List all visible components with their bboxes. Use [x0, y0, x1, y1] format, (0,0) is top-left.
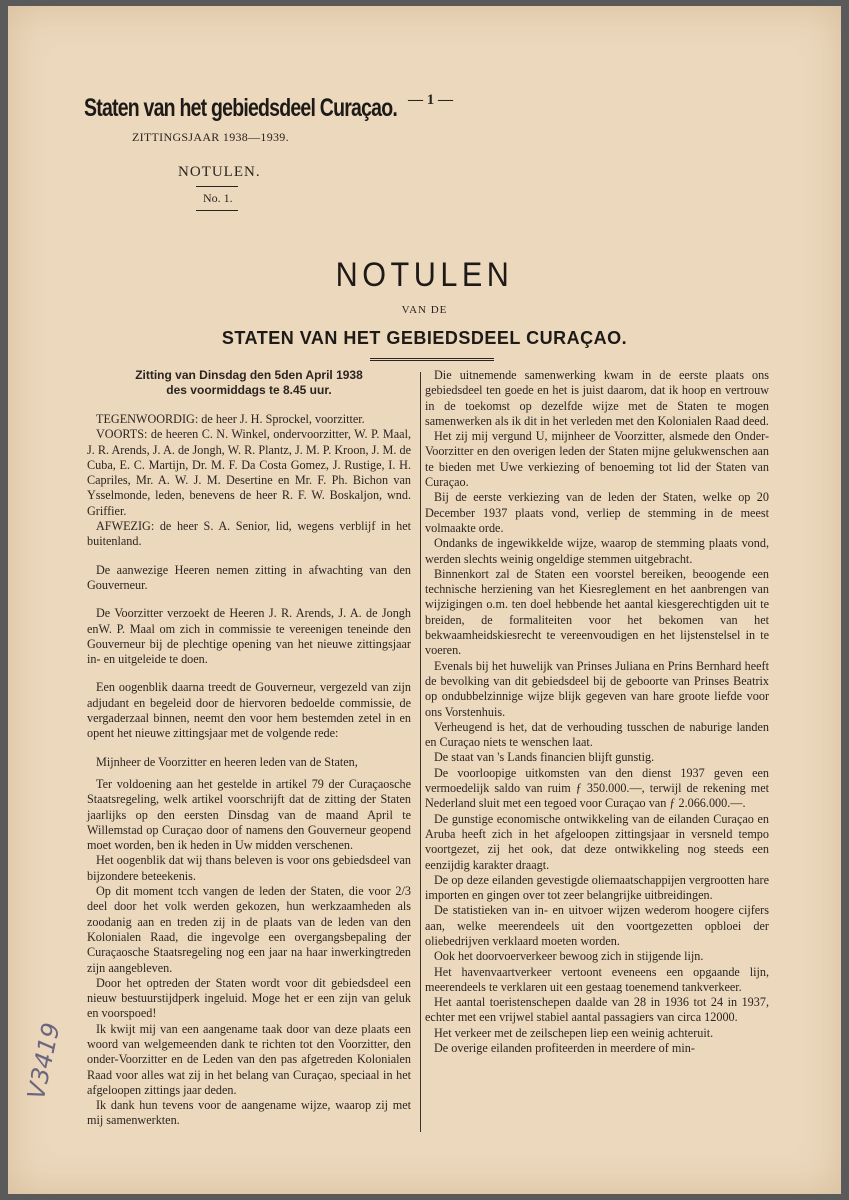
paragraph: Het aantal toeristenschepen daalde van 28 in 1936 tot 24 in 1937, echter met een vrijwel stabiel aantal passagiers van circa 12000.	[425, 995, 769, 1025]
paragraph: De aanwezige Heeren nemen zitting in afwachting van den Gouverneur.	[87, 562, 411, 592]
session-line: des voormiddags te 8.45 uur.	[166, 383, 332, 397]
session-line: Zitting van Dinsdag den 5den April 1938	[135, 368, 363, 382]
header-session-year: ZITTINGSJAAR 1938—1939.	[132, 130, 289, 144]
paragraph: De staat van 's Lands financien blijft gunstig.	[434, 750, 655, 765]
column-divider	[420, 372, 421, 1132]
session-heading	[87, 368, 411, 398]
paragraph: Bij de eerste verkiezing van de leden der Staten, welke op 20 December 1937 plaats vond, verliep de stemming in de meest volmaakte orde.	[425, 490, 769, 535]
paragraph: De gunstige economische ontwikkeling van de eilanden Curaçao en Aruba heeft zich in het afgeloopen zittingsjaar in versneld tempo voortgezet, zij het ook, dat deze ontwikkeling nog steeds een eenzijdig karakter draagt.	[425, 811, 769, 872]
paragraph: Ik dank hun tevens voor de aangename wijze, waarop zij met mij samenwerkten.	[87, 1098, 411, 1128]
paragraph: Verheugend is het, dat de verhouding tusschen de naburige landen en Curaçao niets te wenschen laat.	[425, 719, 769, 750]
document-title: NOTULEN	[335, 256, 514, 294]
paragraph: Mijnheer de Voorzitter en heeren leden van de Staten,	[96, 754, 358, 769]
paragraph: De voorloopige uitkomsten van den dienst 1937 geven een vermoedelijk saldo van ruim ƒ 350.000.—, terwijl de rekening met Nederland sluit met een tegoed voor Curaçao van ƒ 2.066.000.—.	[425, 765, 769, 811]
handwritten-annotation: V3419	[22, 1020, 66, 1102]
title-connector: VAN DE	[401, 304, 448, 316]
paragraph: De overige eilanden profiteerden in meerdere of min-	[434, 1041, 695, 1056]
subtitle-rule	[370, 358, 494, 361]
paragraph: De op deze eilanden gevestigde oliemaatschappijen vergrootten hare importen en gingen over tot zeer belangrijke uitbreidingen.	[425, 872, 769, 903]
paragraph: De statistieken van in- en uitvoer wijzen wederom hoogere cijfers aan, welke meerendeels uit den voortgezetten opbloei der oliebedrijven verklaard moeten worden.	[425, 903, 769, 948]
paragraph: TEGENWOORDIG: de heer J. H. Sprockel, voorzitter.	[96, 412, 365, 426]
paragraph: Evenals bij het huwelijk van Prinses Juliana en Prins Bernhard heeft de bevolking van dit gebiedsdeel bij de geboorte van Prinses Beatrix op ondubbelzinnige wijze blijk gegeven van hare groote liefde voor ons Vorstenhuis.	[425, 658, 769, 719]
document-subtitle: STATEN VAN HET GEBIEDSDEEL CURAÇAO.	[221, 328, 628, 348]
header-title: Staten van het gebiedsdeel Curaçao.	[84, 94, 397, 122]
paragraph: VOORTS: de heeren C. N. Winkel, ondervoorzitter, W. P. Maal, J. R. Arends, J. A. de Jongh, W. R. Plantz, J. M. P. Kroon, J. M. de Cuba, E. C. Martijn, Dr. M. F. Da Costa Gomez, J. Rustige, I. H. Capriles, Mr. A. W. J. M. Desertine en Mr. F. Ph. Bichon van Ysselmonde, leden, benevens de heer R. F. W. Boskaljon, wnd. Griffier.	[87, 427, 411, 518]
page-number: — 1 —	[408, 92, 453, 108]
paragraph: Het verkeer met de zeilschepen liep een weinig achteruit.	[434, 1025, 714, 1040]
paragraph: Ter voldoening aan het gestelde in artikel 79 der Curaçaosche Staatsregeling, welk artikel voorschrijft dat de zitting der Staten jaarlijks op den eersten Dinsdag van de maand April te Willemstad op Curaçao door of namens den Gouverneur geopend moet worden, ben ik heden in Uw midden verschenen.	[87, 776, 411, 853]
header-label: NOTULEN.	[178, 164, 261, 180]
paragraph: Ondanks de ingewikkelde wijze, waarop de stemming plaats vond, werden slechts weinig ongeldige stemmen uitgebracht.	[425, 536, 769, 566]
paragraph: Het oogenblik dat wij thans beleven is voor ons gebiedsdeel van bijzondere beteekenis.	[87, 853, 411, 883]
paragraph: Het havenvaartverkeer vertoont eveneens een opgaande lijn, meerendeels te verklaren uit een gestaag toenemend tankverkeer.	[425, 964, 769, 994]
paragraph: AFWEZIG: de heer S. A. Senior, lid, wegens verblijf in het buitenland.	[87, 519, 411, 549]
paragraph: Ook het doorvoerverkeer bewoog zich in stijgende lijn.	[434, 949, 704, 964]
left-column	[87, 368, 411, 1129]
header-number: No. 1.	[203, 191, 233, 205]
paragraph: Het zij mij vergund U, mijnheer de Voorzitter, alsmede den Onder-Voorzitter en den overigen leden der Staten mijne gelukwenschen aan te bieden met Uwe verkiezing of benoeming tot lid der Staten van Curaçao.	[425, 429, 769, 490]
header-divider	[196, 210, 238, 211]
paragraph: Die uitnemende samenwerking kwam in de eerste plaats ons gebiedsdeel ten goede en het is juist daarom, dat ik hoop en vertrouw in de toekomst op dezelfde wijze met de Staten te mogen samenwerken als ik dit in het verleden met den Kolonialen Raad deed.	[425, 368, 769, 428]
paragraph: Op dit moment tcch vangen de leden der Staten, die voor 2/3 deel door het volk werden gekozen, hun werkzaamheden als zoodanig aan en treden zij in de plaats van de leden van den Kolonialen Raad, die ingevolge een overgangsbepaling der Curaçaosche Staatsregeling nog een jaar na haar inwerkingtreden zijn aangebleven.	[87, 884, 411, 975]
paragraph: Binnenkort zal de Staten een voorstel bereiken, beoogende een technische herziening van het Kiesreglement en het aanbrengen van wijzigingen o.m. ten doel hebbende het aantal kiesgerechtigden uit te breiden, de formaliteiten voor het bekomen van het bekwaamheidskiesrecht te vereenvoudigen en het lijstenstelsel in te voeren.	[425, 566, 769, 658]
document-page	[8, 6, 841, 1194]
header-divider	[196, 186, 238, 187]
paragraph: Ik kwijt mij van een aangename taak door van deze plaats een woord van welgemeenden dank te richten tot den Voorzitter, den onder-Voorzitter en de Leden van den pas afgetreden Kolonialen Raad voor alles wat zij in het belang van Curaçao, speciaal in het afgeloopen zittings jaar deden.	[87, 1021, 411, 1097]
paragraph: Door het optreden der Staten wordt voor dit gebiedsdeel een nieuw bestuurstijdperk ingeluid. Moge het er een zijn van geluk en voorspoed!	[87, 975, 411, 1021]
paragraph: Een oogenblik daarna treedt de Gouverneur, vergezeld van zijn adjudant en begeleid door de hiervoren bedoelde commissie, de vergaderzaal binnen, neemt den voor hem bestemden zetel in en opent het nieuwe zittingsjaar met de volgende rede:	[87, 680, 411, 741]
right-column	[425, 368, 769, 1056]
paragraph: De Voorzitter verzoekt de Heeren J. R. Arends, J. A. de Jongh enW. P. Maal om zich in commissie te vereenigen teneinde den Gouverneur bij de plechtige opening van het nieuwe zittingsjaar in- en uitgeleide te doen.	[87, 606, 411, 667]
